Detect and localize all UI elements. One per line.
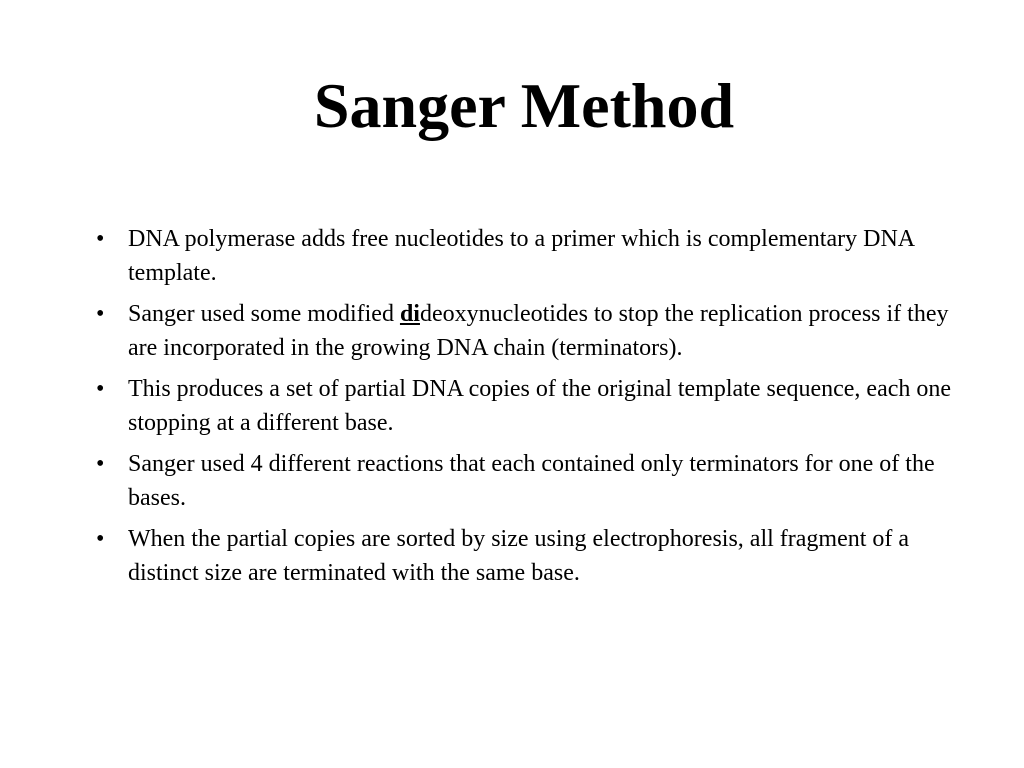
bullet-marker: • xyxy=(96,226,105,252)
bullet-text-after: deoxynucleotides to stop the replication process if they are incorporated in the growing DNA chain (terminators). xyxy=(128,301,949,361)
bullet-item xyxy=(96,372,976,440)
bullet-text: Sanger used 4 different reactions that each contained only terminators for one of the bases. xyxy=(128,451,935,511)
bullet-marker: • xyxy=(96,376,105,402)
bullet-marker: • xyxy=(96,526,105,552)
bullet-text-before: Sanger used some modified xyxy=(128,301,400,327)
bullet-list xyxy=(96,222,976,597)
slide-title: Sanger Method xyxy=(313,70,735,141)
bullet-marker: • xyxy=(96,301,105,327)
bullet-text: DNA polymerase adds free nucleotides to a primer which is complementary DNA template. xyxy=(128,226,914,286)
bullet-marker: • xyxy=(96,451,105,477)
bullet-item xyxy=(96,447,976,515)
bullet-text: When the partial copies are sorted by size using electrophoresis, all fragment of a distinct size are terminated with the same base. xyxy=(128,526,910,586)
bullet-item xyxy=(96,522,976,590)
bullet-text: This produces a set of partial DNA copies of the original template sequence, each one stopping at a different base. xyxy=(128,376,952,436)
bullet-text xyxy=(128,301,949,361)
bullet-emphasis: di xyxy=(399,301,420,327)
bullet-item xyxy=(96,222,976,290)
bullet-item xyxy=(96,297,976,365)
